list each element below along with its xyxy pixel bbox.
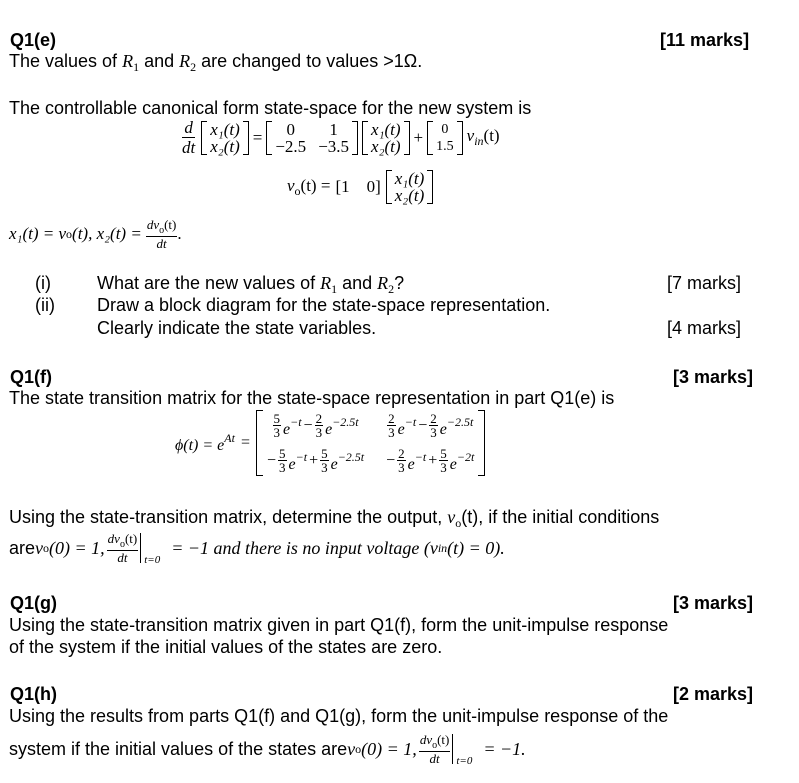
phi-matrix bbox=[256, 410, 485, 476]
eval-bar: t=0 bbox=[140, 533, 171, 563]
state-transition-matrix: $\phi(t) = e^{At}$ = $\frac{5}{3}$ $e^{-t}$ − $\frac{2}{3}$ $e^{-2.5t}$ $\frac{2}{3}$ $e^{-t}$ − $\frac{2}{3}$ $e^{-2.5t}$ − $\frac{5}{3}$ $e^{-t}$ + $\frac{5}{3}$ $e^{-2.5t}$ − $\frac{2}{3}$ $e^{-t}$ + $\frac{5}{3}$ $e^{-2t}$ bbox=[175, 410, 485, 476]
phi-22: − $\frac{2}{3}$ $e^{-t}$ + $\frac{5}{3}$ $e^{-2t}$ bbox=[386, 446, 475, 475]
output-state-vector: x₁(t) x₂(t) bbox=[386, 170, 434, 204]
q1h-marks: [2 marks] bbox=[673, 684, 754, 704]
phi-12: $\frac{2}{3}$ $e^{-t}$ − $\frac{2}{3}$ $e^{-2.5t}$ bbox=[388, 411, 474, 440]
eval-bar-h: t=0 bbox=[452, 734, 483, 764]
q1g-heading: Q1(g) bbox=[10, 593, 57, 613]
statespace-intro: The controllable canonical form state-space for the new system is bbox=[9, 98, 532, 118]
part-i-text: What are the new values of $R_1$ and $R_2$? bbox=[97, 273, 405, 296]
phi-11: $\frac{5}{3}$ $e^{-t}$ − $\frac{2}{3}$ $e^{-2.5t}$ bbox=[273, 411, 359, 440]
q1e-heading: Q1(e) bbox=[10, 30, 57, 50]
input-voltage: $v_{in}(t)$ bbox=[466, 126, 500, 148]
q1f-intro: The state transition matrix for the state-space representation in part Q1(e) is bbox=[9, 388, 615, 408]
q1e-marks: [11 marks] bbox=[660, 30, 750, 50]
q1f-marks: [3 marks] bbox=[673, 367, 754, 387]
part-i-label: (i) bbox=[35, 273, 51, 293]
q1g-marks: [3 marks] bbox=[673, 593, 754, 613]
output-equation: $v_o(t)$ = [1 0] x₁(t) x₂(t) bbox=[287, 170, 433, 204]
part-ii-label: (ii) bbox=[35, 295, 55, 315]
phi-21: − $\frac{5}{3}$ $e^{-t}$ + $\frac{5}{3}$ $e^{-2.5t}$ bbox=[266, 446, 365, 475]
state-vector-rhs: x₁(t) x₂(t) bbox=[362, 121, 410, 155]
state-definitions: x₁(t) = v o (t), x₂(t) = $\frac{dv_o(t)}{dt}$ . bbox=[9, 217, 182, 251]
q1g-line2: of the system if the initial values of the states are zero. bbox=[9, 637, 443, 657]
a-matrix: 0 1 −2.5 −3.5 bbox=[266, 121, 358, 155]
q1e-intro: The values of $R_1$ and $R_2$ are changed to values >1Ω. bbox=[9, 51, 423, 74]
q1f-task-line1: Using the state-transition matrix, determine the output, $v_o(t)$, if the initial conditions bbox=[9, 507, 660, 530]
part-ii-marks: [4 marks] bbox=[667, 318, 742, 338]
part-ii-text: Draw a block diagram for the state-space representation. bbox=[97, 295, 551, 315]
q1h-line1: Using the results from parts Q1(f) and Q1(g), form the unit-impulse response of the bbox=[9, 706, 669, 726]
part-ii-text-2: Clearly indicate the state variables. bbox=[97, 318, 377, 338]
q1h-line2: system if the initial values of the states are v o (0) = 1, $\frac{dv_o(t)}{dt}$ t=0 = −1. bbox=[9, 732, 526, 767]
state-equation: $\frac{d}{dt}$ x₁(t) x₂(t) = 0 1 −2.5 −3.5 x₁(t) x₂(t) + 0 1.5 $v_{in}(t)$ bbox=[182, 118, 500, 157]
part-i-marks: [7 marks] bbox=[667, 273, 742, 293]
state-vector-lhs: x₁(t) x₂(t) bbox=[201, 121, 249, 155]
c-matrix: [1 0] bbox=[335, 177, 381, 196]
q1f-task-line2: are v o (0) = 1, $\frac{dv_o(t)}{dt}$ t=0 = −1 and there is no input voltage ( v in (t) = 0). bbox=[9, 531, 505, 566]
q1f-heading: Q1(f) bbox=[10, 367, 52, 387]
q1h-heading: Q1(h) bbox=[10, 684, 57, 704]
b-matrix: 0 1.5 bbox=[427, 121, 463, 155]
q1g-line1: Using the state-transition matrix given in part Q1(f), form the unit-impulse response bbox=[9, 615, 669, 635]
